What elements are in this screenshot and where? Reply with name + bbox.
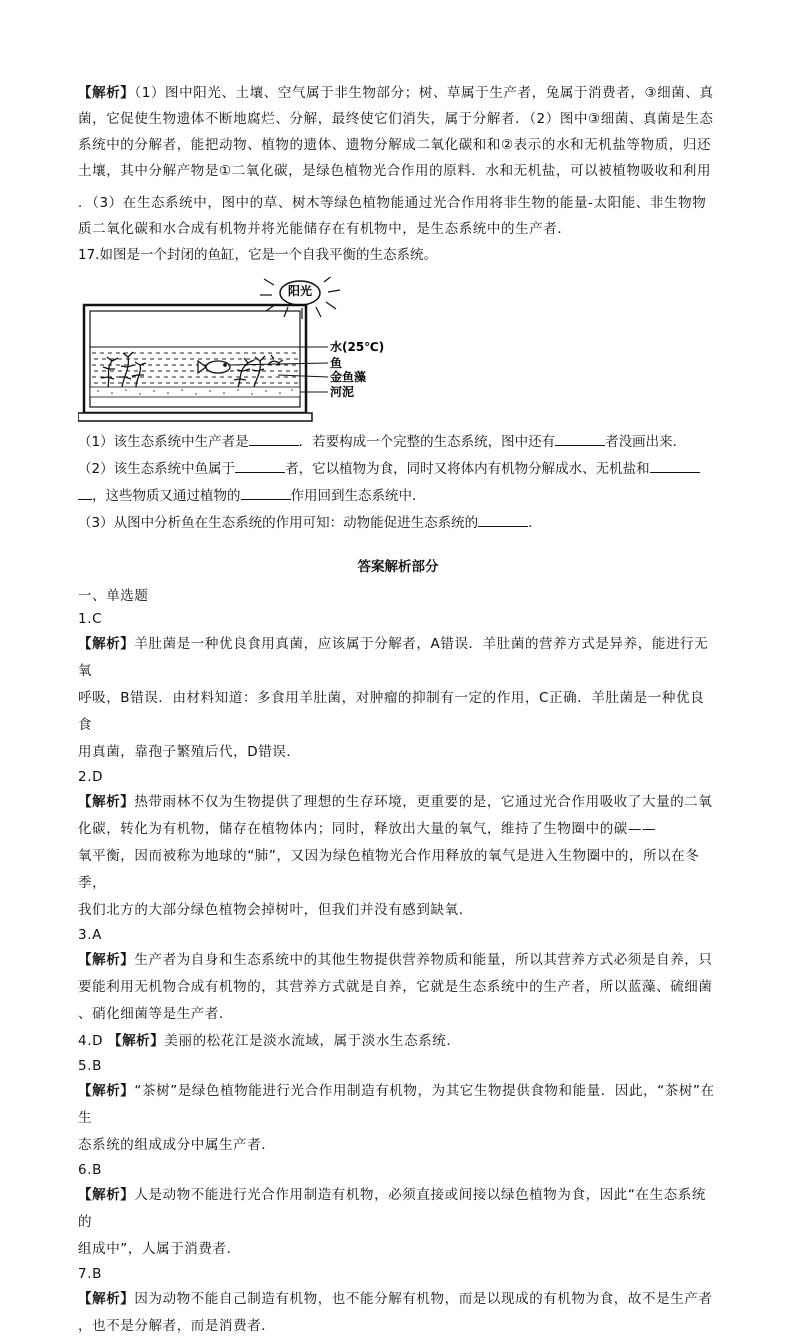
answer-blank[interactable] [478, 512, 528, 527]
analysis-tag: 【解析】 [78, 1187, 135, 1203]
question-17-sub2-cont [78, 483, 718, 510]
answer-line [78, 947, 718, 974]
analysis-tag: 【解析】 [78, 1083, 135, 1099]
analysis-16-line-1 [78, 80, 718, 106]
answer-item [78, 924, 718, 1028]
analysis-tag: 【解析】 [78, 636, 135, 652]
sun-label: 阳光 [288, 284, 313, 298]
analysis-text: 要能利用无机物合成有机物的，其营养方式就是自养，它就是生态系统中的生产者，所以蓝藻、硫细菌 [78, 979, 713, 995]
answer-section-heading: 一、单选题 [78, 588, 149, 604]
answer-number: 4.D [78, 1033, 108, 1049]
analysis-text: ，也不是分解者，而是消费者． [78, 1318, 276, 1334]
analysis-text: 态系统的组成成分中属生产者． [78, 1137, 276, 1153]
answer-list [78, 608, 718, 1340]
analysis-tag: 【解析】 [78, 952, 135, 968]
answer-line [78, 789, 718, 816]
sub2-text-a: （2）该生态系统中鱼属于 [78, 461, 236, 477]
question-17-sub1 [78, 429, 718, 456]
analysis-text: 因为动物不能自己制造有机物，也不能分解有机物，而是以现成的有机物为食，故不是生产者 [134, 1291, 713, 1307]
answer-item [78, 1028, 718, 1055]
analysis-text: 热带雨林不仅为生物提供了理想的生存环境，更重要的是，它通过光合作用吸收了大量的二氧 [134, 794, 713, 810]
analysis-text: 羊肚菌是一种优良食用真菌，应该属于分解者，A错误．羊肚菌的营养方式是异养，能进行无氧 [78, 636, 709, 679]
plant-label: 金鱼藻 [330, 370, 367, 384]
answer-number: 6.B [78, 1162, 102, 1178]
answer-number: 3.A [78, 927, 102, 943]
analysis-text: （1）图中阳光、土壤、空气属于非生物部分；树、草属于生产者，兔属于消费者，③细菌、真 [134, 85, 714, 101]
answer-line [78, 897, 718, 924]
analysis-text: 人是动物不能进行光合作用制造有机物，必须直接或间接以绿色植物为食，因此“在生态系统的 [78, 1187, 706, 1230]
answer-line [78, 1001, 718, 1028]
fish-icon [198, 361, 230, 373]
answer-line [78, 1182, 718, 1236]
answer-line [78, 631, 718, 685]
mud-label: 河泥 [330, 385, 355, 399]
answer-item [78, 1055, 718, 1159]
answer-number: 5.B [78, 1058, 102, 1074]
plant-left-icon [101, 352, 146, 387]
answer-item [78, 766, 718, 924]
answer-item [78, 608, 718, 766]
answer-line [78, 1028, 718, 1055]
analysis-text: 化碳，转化为有机物，储存在植物体内；同时，释放出大量的氧气，维持了生物圈中的碳—— [78, 821, 657, 837]
analysis-tag: 【解析】 [78, 794, 135, 810]
analysis-text: “茶树”是绿色植物能进行光合作用制造有机物，为其它生物提供食物和能量．因此，“茶树”在生 [78, 1083, 715, 1126]
answer-number: 2.D [78, 769, 104, 785]
answer-item [78, 1263, 718, 1340]
answer-blank[interactable] [249, 431, 299, 446]
answer-line [78, 1078, 718, 1132]
fish-tank-figure [78, 277, 548, 427]
analysis-16-line-6: 质二氧化碳和水合成有机物并将光能储存在有机物中，是生态系统中的生产者． [78, 221, 572, 237]
sub2-text-c: ，这些物质又通过植物的 [92, 488, 241, 504]
sub1-text-b: ．若要构成一个完整的生态系统，图中还有 [298, 434, 556, 450]
answer-blank[interactable] [241, 485, 291, 500]
answer-line [78, 843, 718, 897]
water-label: 水(25℃) [330, 340, 385, 354]
analysis-16 [78, 80, 718, 242]
answer-line [78, 1313, 718, 1340]
question-17-sub2 [78, 456, 718, 483]
analysis-text: 氧平衡，因而被称为地球的“肺”，又因为绿色植物光合作用释放的氧气是进入生物圈中的，所以在冬季， [78, 848, 700, 891]
answer-line [78, 1286, 718, 1313]
analysis-tag: 【解析】 [78, 1291, 135, 1307]
analysis-text: 组成中”，人属于消费者． [78, 1241, 241, 1257]
answer-blank[interactable] [650, 458, 700, 473]
analysis-tag: 【解析】 [78, 85, 135, 101]
answer-line [78, 1132, 718, 1159]
answer-line [78, 816, 718, 843]
answer-number: 1.C [78, 611, 103, 627]
analysis-text: 我们北方的大部分绿色植物会掉树叶，但我们并没有感到缺氧． [78, 902, 473, 918]
answer-number: 7.B [78, 1266, 102, 1282]
sub1-text-c: 者没画出来． [605, 434, 687, 450]
analysis-text: 用真菌，靠孢子繁殖后代，D错误． [78, 744, 301, 760]
analysis-16-line-3: 系统中的分解者，能把动物、植物的遗体、遗物分解成二氧化碳和和②表示的水和无机盐等物质，归还 [78, 137, 712, 153]
answer-line [78, 685, 718, 739]
answer-blank-cont[interactable] [78, 485, 92, 500]
plant-right-icon [234, 355, 283, 387]
answer-blank[interactable] [555, 431, 605, 446]
analysis-16-line-2: 菌，它促使生物遗体不断地腐烂、分解，最终使它们消失，属于分解者．（2）图中③细菌、真菌是生态 [78, 111, 714, 127]
document-page [78, 80, 718, 1340]
analysis-16-line-4: 土壤，其中分解产物是①二氧化碳，是绿色植物光合作用的原料．水和无机盐，可以被植物吸收和利用 [78, 163, 712, 179]
answer-item [78, 1159, 718, 1263]
sub3-text-b: ． [528, 515, 542, 531]
fish-label: 鱼 [330, 356, 343, 370]
question-17-stem: 17.如图是一个封闭的鱼缸，它是一个自我平衡的生态系统。 [78, 247, 437, 263]
answer-blank[interactable] [235, 458, 285, 473]
analysis-tag: 【解析】 [107, 1033, 165, 1049]
answer-section-title: 答案解析部分 [357, 559, 439, 575]
analysis-text: 呼吸，B错误．由材料知道：多食用羊肚菌，对肿瘤的抑制有一定的作用，C正确．羊肚菌是一种优良食 [78, 690, 705, 733]
sub2-text-b: 者，它以植物为食，同时又将体内有机物分解成水、无机盐和 [285, 461, 650, 477]
sub3-text-a: （3）从图中分析鱼在生态系统的作用可知：动物能促进生态系统的 [78, 515, 479, 531]
analysis-text: 、硝化细菌等是生产者． [78, 1006, 234, 1022]
sub2-text-d: 作用回到生态系统中． [290, 488, 426, 504]
question-17-sub3 [78, 510, 718, 537]
fish-tank-illustration [78, 277, 548, 427]
answer-line [78, 739, 718, 766]
sub1-text-a: （1）该生态系统中生产者是 [78, 434, 249, 450]
analysis-text: 美丽的松花江是淡水流域，属于淡水生态系统． [164, 1033, 461, 1049]
analysis-16-line-5: ．（3）在生态系统中，图中的草、树木等绿色植物能通过光合作用将非生物的能量-太阳能、非生物物 [78, 195, 707, 211]
answer-line [78, 974, 718, 1001]
answer-line [78, 1236, 718, 1263]
analysis-text: 生产者为自身和生态系统中的其他生物提供营养物质和能量，所以其营养方式必须是自养，只 [134, 952, 713, 968]
